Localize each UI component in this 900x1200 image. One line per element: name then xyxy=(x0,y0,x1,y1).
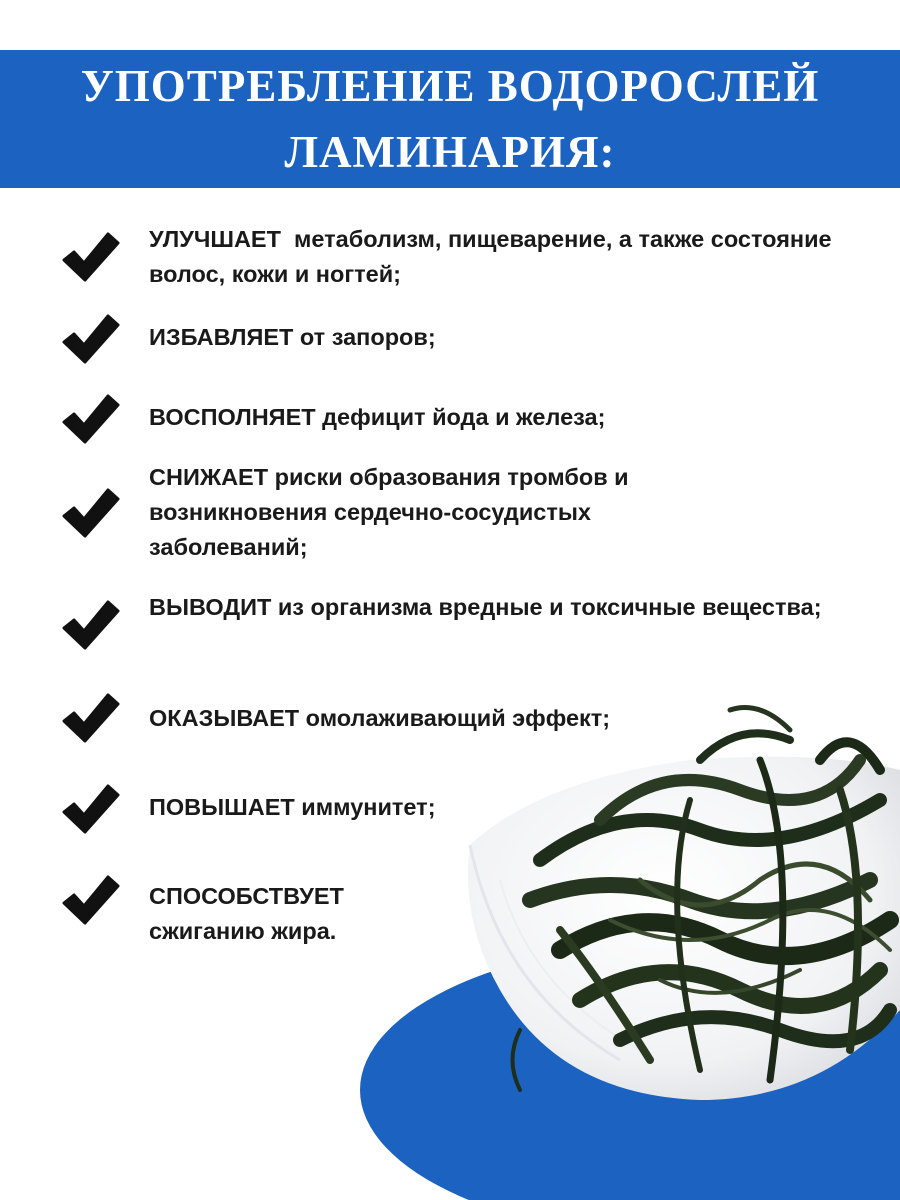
benefit-keyword: ПОВЫШАЕТ xyxy=(149,794,295,820)
benefit-text xyxy=(149,701,849,736)
checkmark-icon xyxy=(60,873,120,925)
benefit-text xyxy=(149,879,389,949)
checkmark-icon xyxy=(60,598,120,650)
benefit-text xyxy=(149,590,829,625)
benefit-description: от запоров; xyxy=(293,324,436,350)
benefit-keyword: УЛУЧШАЕТ xyxy=(149,226,281,252)
title-line-1: УПОТРЕБЛЕНИЕ ВОДОРОСЛЕЙ xyxy=(80,61,820,111)
checkmark-icon xyxy=(60,782,120,834)
benefit-text xyxy=(149,460,749,565)
checkmark-icon xyxy=(60,312,120,364)
benefit-keyword: СПОСОБСТВУЕТ xyxy=(149,883,344,909)
benefit-description: риски образования тромбов и возникновения сердечно-сосудистых заболеваний; xyxy=(149,464,636,560)
benefit-description: из организма вредные и токсичные вещества; xyxy=(271,594,822,620)
benefit-description: метаболизм, пищеварение, а также состояние волос, кожи и ногтей; xyxy=(149,226,839,287)
benefit-keyword: ВЫВОДИТ xyxy=(149,594,272,620)
benefit-keyword: ВОСПОЛНЯЕТ xyxy=(149,404,316,430)
benefit-description: дефицит йода и железа; xyxy=(315,404,606,430)
checkmark-icon xyxy=(60,486,120,538)
benefit-keyword: СНИЖАЕТ xyxy=(149,464,269,490)
benefit-text xyxy=(149,400,849,435)
benefit-description: иммунитет; xyxy=(294,794,436,820)
benefit-description: сжиганию жира. xyxy=(149,883,351,944)
benefit-description: омолаживающий эффект; xyxy=(299,705,611,731)
benefit-text xyxy=(149,320,849,355)
checkmark-icon xyxy=(60,691,120,743)
benefit-keyword: ОКАЗЫВАЕТ xyxy=(149,705,300,731)
checkmark-icon xyxy=(60,392,120,444)
benefit-keyword: ИЗБАВЛЯЕТ xyxy=(149,324,294,350)
title-line-2: ЛАМИНАРИЯ: xyxy=(284,127,616,177)
checkmark-icon xyxy=(60,230,120,282)
title-banner xyxy=(0,50,900,188)
benefit-text xyxy=(149,222,849,292)
benefit-text xyxy=(149,790,849,825)
